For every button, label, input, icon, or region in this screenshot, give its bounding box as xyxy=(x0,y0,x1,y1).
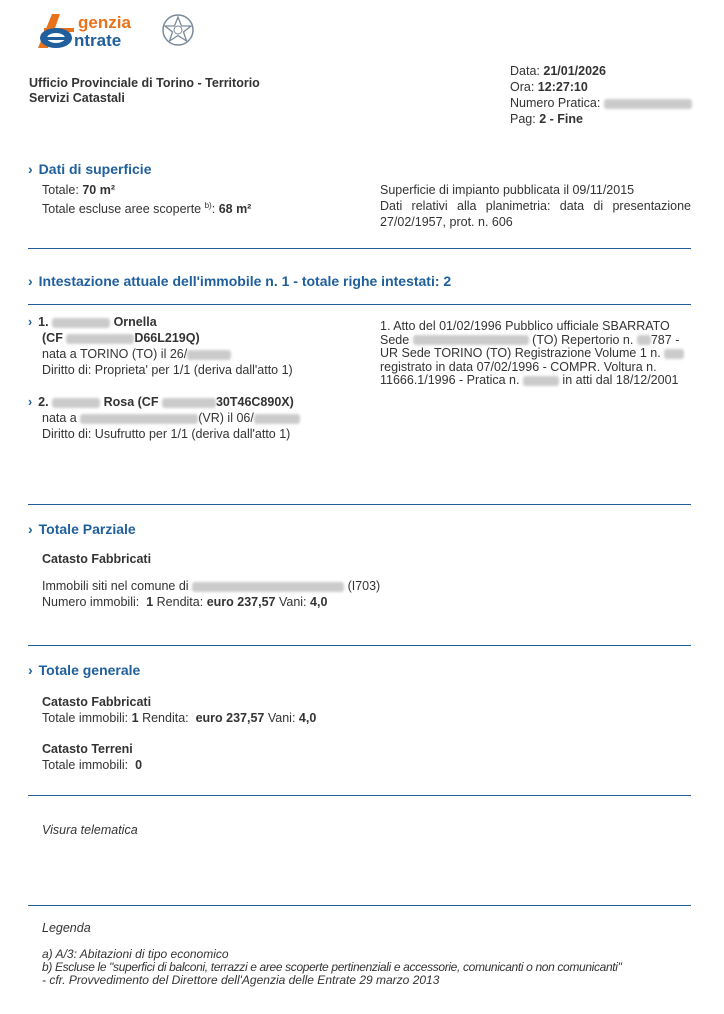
generale-terreni: Catasto Terreni Totale immobili: 0 xyxy=(42,742,143,772)
divider xyxy=(28,645,691,646)
logo-text-top: genzia xyxy=(78,13,131,32)
legenda-a: a) A/3: Abitazioni di tipo economico xyxy=(42,947,229,961)
superficie-totale: 70 m² xyxy=(82,183,115,197)
intestatario-1: › 1. Ornella (CF D66L219Q) nata a TORINO (TO) il 26/ Diritto di: Proprieta' per 1/1 (deriva dall'atto 1) xyxy=(28,315,293,377)
atto-details: 1. Atto del 01/02/1996 Pubblico ufficiale SBARRATO Sede (TO) Repertorio n. 787 - UR Sede TORINO (TO) Registrazione Volume 1 n. registrato in data 07/02/1996 - COMPR. Voltura n. 11666.1/1996 - Pratica n. in atti dal 18/12/2001 xyxy=(380,320,691,388)
intestatario-2: › 2. Rosa (CF 30T46C890X) nata a (VR) il 06/ Diritto di: Usufrutto per 1/1 (deriva dall'atto 1) xyxy=(28,394,368,442)
chevron-right-icon: › xyxy=(28,521,33,537)
page-value: 2 - Fine xyxy=(539,112,583,126)
redacted-surname xyxy=(52,318,110,328)
chevron-right-icon: › xyxy=(28,662,33,678)
date-value: 21/01/2026 xyxy=(543,64,606,78)
section-title-parziale: › Totale Parziale xyxy=(28,521,136,537)
chevron-right-icon: › xyxy=(28,395,33,409)
practice-row: Numero Pratica: xyxy=(510,95,692,111)
redacted-practice-number xyxy=(604,99,692,109)
superficie-planimetria: Dati relativi alla planimetria: data di presentazione 27/02/1957, prot. n. 606 xyxy=(380,199,691,229)
agenzia-entrate-logo xyxy=(34,8,199,52)
redacted-birthplace xyxy=(80,414,198,424)
redacted-municipality xyxy=(192,582,344,592)
time-row: Ora: 12:27:10 xyxy=(510,80,588,94)
office-block xyxy=(29,76,260,106)
divider xyxy=(28,304,691,305)
section-title-intestazione: › Intestazione attuale dell'immobile n. 1 - totale righe intestati: 2 xyxy=(28,273,452,289)
generale-fabbricati: Catasto Fabbricati Totale immobili: 1 Rendita: euro 237,57 Vani: 4,0 xyxy=(42,695,317,725)
date-row: Data: 21/01/2026 xyxy=(510,64,606,78)
time-value: 12:27:10 xyxy=(537,80,588,94)
parziale-details: Immobili siti nel comune di (I703) Numero immobili: 1 Rendita: euro 237,57 Vani: 4,0 xyxy=(42,579,381,609)
superficie-escluse: 68 m² xyxy=(218,202,252,217)
legenda-b: b) Escluse le "superfici di balconi, terrazzi e aree scoperte pertinenziali e accessorie, comunicanti o non comunicanti" xyxy=(42,960,622,974)
section-title-generale: › Totale generale xyxy=(28,662,141,678)
redacted-birthdate xyxy=(254,414,300,424)
chevron-right-icon: › xyxy=(28,161,33,177)
superficie-impianto: Superficie di impianto pubblicata il 09/11/2015 xyxy=(380,183,635,197)
chevron-right-icon: › xyxy=(28,315,33,329)
divider xyxy=(28,504,691,505)
redacted-cf xyxy=(66,334,134,344)
parziale-catasto: Catasto Fabbricati xyxy=(42,552,152,566)
chevron-right-icon: › xyxy=(28,273,33,289)
redacted-number xyxy=(664,349,684,359)
redacted-cf xyxy=(162,398,216,408)
section-title-superficie: › Dati di superficie xyxy=(28,161,152,177)
logo-text-bottom: ntrate xyxy=(74,31,122,50)
office-service: Servizi Catastali xyxy=(29,91,125,105)
divider xyxy=(28,905,691,906)
office-name: Ufficio Provinciale di Torino - Territorio xyxy=(29,76,260,90)
redacted-place xyxy=(413,335,529,345)
redacted-birthdate xyxy=(187,350,231,360)
redacted-number xyxy=(523,376,559,386)
legenda-c: - cfr. Provvedimento del Direttore dell'Agenzia delle Entrate 29 marzo 2013 xyxy=(42,973,440,987)
legenda-title: Legenda xyxy=(42,921,91,935)
republic-emblem-icon xyxy=(163,15,193,45)
divider xyxy=(28,795,691,796)
document-meta xyxy=(510,63,692,127)
legenda-notes xyxy=(42,948,697,987)
redacted-surname xyxy=(52,398,100,408)
superficie-totals: Totale: 70 m² Totale escluse aree scoperte $^{b)}$: 68 m² xyxy=(42,183,252,217)
superficie-notes xyxy=(380,182,691,230)
divider xyxy=(28,248,691,249)
visura-telematica: Visura telematica xyxy=(42,823,138,837)
page-row: Pag: 2 - Fine xyxy=(510,112,583,126)
redacted-number xyxy=(637,335,651,345)
